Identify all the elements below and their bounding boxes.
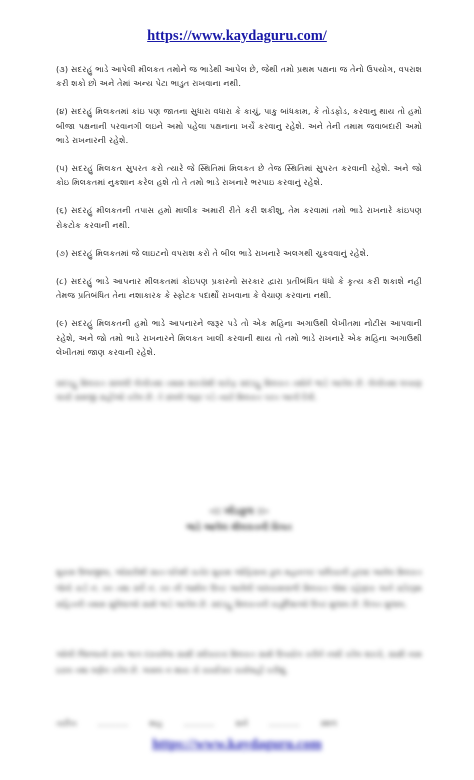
agreement-clauses [56, 62, 422, 373]
clause-6: (૬) સદરહું મીલકતની તપાસ હમો માલીક અમારી રીતે કરી શકીશુ, તેમ કરવામાં તમો ભાડે રાખનારે કાંઇપણ રોકટોક કરવાની નથી. [56, 205, 422, 230]
blurred-heading-title: -:: ખીડકુલ ::- [209, 506, 269, 518]
website-link-header[interactable]: https://www.kaydaguru.com/ [147, 28, 327, 44]
clause-9: (૯) સદરહું મિલકતની હમો ભાડે આપનારને જરૂર પડે તો એક મહિના અગાઉથી લેખીતમા નોટીસ આપવાની રહેશે, અને જો તમો ભાડે રાખનારને મિલકત ખાલી કરવાની થાય તો તમો ભાડે રાખનારે એક મહિના અગાઉથી લેખીતમાં જાણ કરવાની રહેશે. [56, 318, 422, 357]
blurred-paragraph: સદરહુ મિલકત સાંબંધી લેખીતમાં તમામ શરતોથી વાકેફ સદરહુ મિલકત તમોને ભાડે આપેલ છે. લેખીતમાં લખાણ વાંચી સમજી સહીઓ કરેલ છે. તે સંબંધે જરૂર પડે ત્યારે મિલકત પરત આપી દેવી. [56, 378, 422, 403]
blurred-heading [144, 504, 334, 536]
clause-3: (૩) સદરહું ભાડે આપેલી મીલકત તમોને જ ભાડેથી આપેલ છે, જેથી તમો પ્રથમ પક્ષના જ તેનો ઉપયોગ, વપરાશ કરી શકો છો અને તેમાં અન્ય પેટા ભાડુત રાખવાના નથી. [56, 64, 422, 89]
blurred-heading-subtitle: ભાડે આપેલ મીલકતની વિગત [186, 523, 292, 534]
website-link-footer[interactable]: https://www.kaydaguru.com [152, 737, 322, 752]
clause-4: (૪) સદરહું મિલકતમાં કાંઇ પણ જાતના સુધારા વધારા કે કાચું, પાકુ બાંધકામ, કે તોડફોડ, કરવાનુ થાય તો હમો બીજા પક્ષનાની પરવાનગી લઇને અમો પહેલા પક્ષનાના ખર્ચે કરવાનુ રહેશે. અને તેની તમામ જવાબદારી અમો ભાડે રાખનારની રહેશે. [56, 106, 422, 145]
clause-5: (૫) સદરહું મિલકત સુપરત કરો ત્યારે જે સ્થિતિમાં મિલકત છે તેજ સ્થિતિમાં સુપરત કરવાની રહેશે. અને જો કોઇ મિલકતમાં નુકશાન કરેલ હશે તો તે તમો ભાડે રાખનારે ભરપાઇ કરવાનું રહેશે. [56, 163, 422, 188]
clause-7: (૭) સદરહું મિલકતમાં જે લાઇટનો વપરાશ કરો તે બીલ ભાડે રાખનારે અલગથી ચુકવવાનું રહેશે. [56, 247, 369, 258]
blurred-signature-line: તારીખ ............ માહ ............ સને ............ સ્થળ [56, 718, 338, 729]
blurred-witness-text: ઓલી જિલ્લાનો સબ ભાગ દસ્તાવેજ સાક્ષી સ્વીકારતાં મિલકત સાથે ઉપયોગ કરીને નક્કી કરેલ શરતો, સાક્ષી નામ ઠરાવ તથા વર્ણન કરેલ છે. અમલ ન થાય તો કાયદેસર કાર્યવાહી કરીશું. [56, 649, 422, 676]
clause-8: (૮) સદરહું ભાડે આપનાર મીલકતમાં કોઇપણ પ્રકારનો સરકાર દ્વારા પ્રતીબંધિત ધંધો કે કૃત્ય કરી શકાશે નહી તેમજ પ્રતિબંધિત તેના નશાકારક કે સ્ફોટક પદાર્થો રાખવાના કે વેચાણ કરવાના નથી. [56, 276, 422, 301]
blurred-property-details: મુકામ ઉજ્જીલા, ઓસરીથી સાત-પતિથી ચતોર મુકામ ઓફિસના કુલ મહાનગર પાલિકાની હદમાં આવેલ મિલકત જેનો કાર્ડ નં. ૦૦ તથા સર્વે નં. ૦૦ ની જમીન ઉપર આવેલી બાંધકામવાળી મિલકત જેમાં રહેણાંક અને સ્ટોરરૂમ સહિતની તમામ સુવિધાઓ સાથે ભાડે આપેલ છે. સદરહુ મિલકતની ચતુર્દિશાઓ ઉપર મુજબ છે. વિગત મુજબ. [56, 567, 422, 610]
blurred-preview-section [56, 376, 422, 738]
